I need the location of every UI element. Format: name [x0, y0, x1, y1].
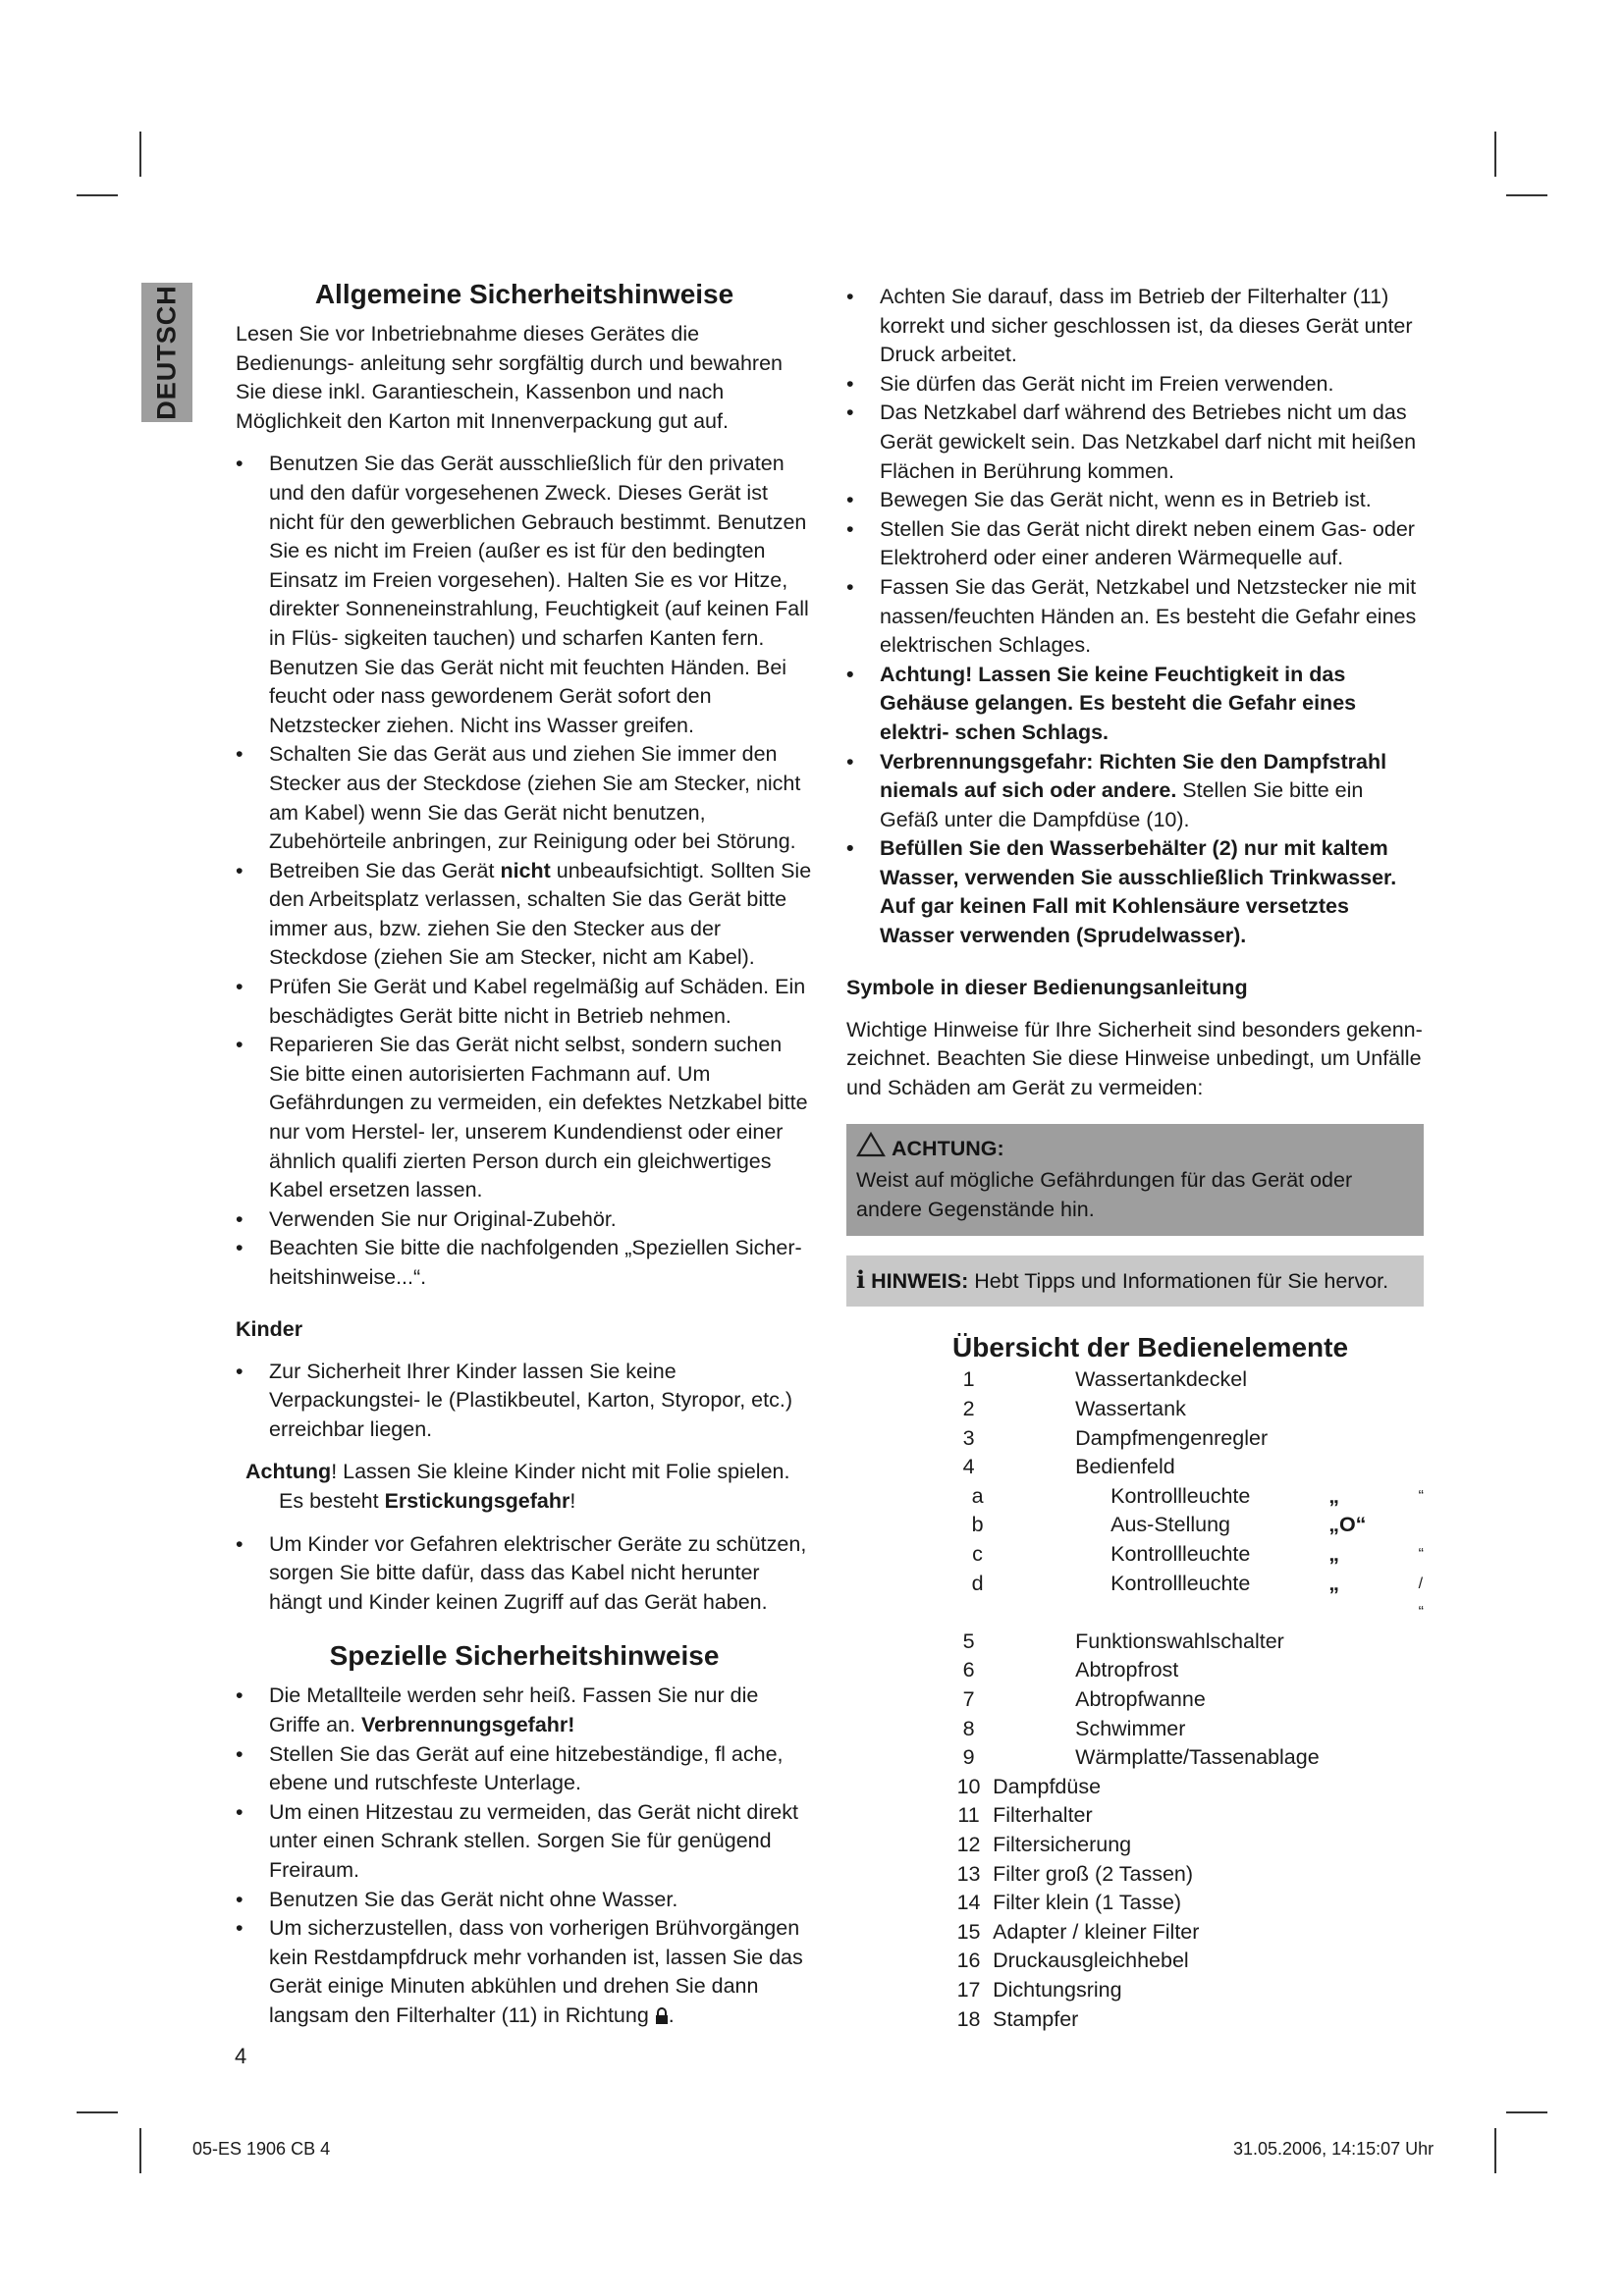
crop-mark: [1506, 2111, 1547, 2113]
list-item: • Bewegen Sie das Gerät nicht, wenn es in Betrieb ist.: [846, 486, 1424, 515]
list-item: • Fassen Sie das Gerät, Netzkabel und Netzstecker nie mit nassen/feuchten Händen an. Es besteht die Gefahr eines elektrischen Schlages.: [846, 573, 1424, 661]
list-item: • Stellen Sie das Gerät auf eine hitzebeständige, fl ache, ebene und rutschfeste Unterlage.: [236, 1740, 813, 1798]
table-row: 7 Abtropfwanne: [962, 1686, 1206, 1711]
list-item: • Beachten Sie bitte die nachfolgenden „Speziellen Sicher- heitshinweise...“.: [236, 1234, 813, 1292]
crop-mark: [77, 194, 118, 196]
page-number: 4: [235, 2044, 247, 2068]
symbols-paragraph: Wichtige Hinweise für Ihre Sicherheit sind besonders gekenn- zeichnet. Beachten Sie diese Hinweise unbedingt, um Unfälle und Schäden am Gerät zu vermeiden:: [846, 1017, 1423, 1099]
table-row: c Kontrollleuchte „ “: [972, 1542, 1424, 1566]
crop-mark: [139, 132, 141, 177]
warning-triangle-icon: [856, 1132, 886, 1166]
table-row: 16 Druckausgleichhebel: [956, 1949, 1189, 1973]
crop-mark: [1494, 132, 1496, 177]
list-item: • Verwenden Sie nur Original-Zubehör.: [236, 1205, 813, 1235]
list-item: • Benutzen Sie das Gerät nicht ohne Wasser.: [236, 1886, 813, 1915]
table-row: 10 Dampfdüse: [956, 1774, 1102, 1798]
controls-overview-table: [947, 1365, 1424, 2034]
table-row: b Aus-Stellung „O“: [971, 1513, 1367, 1537]
list-item: • Befüllen Sie den Wasserbehälter (2) nur mit kaltem Wasser, verwenden Sie ausschließlich Trinkwasser. Auf gar keinen Fall mit Kohlensäure versetztes Wasser verwenden (Sprudelwasser).: [846, 834, 1424, 950]
special-safety-title: Spezielle Sicherheitshinweise: [329, 1640, 720, 1672]
device-safety-list: [846, 283, 1424, 951]
achtung-text: Weist auf mögliche Gefährdungen für das Gerät oder andere Gegenstände hin.: [856, 1168, 1353, 1221]
table-row: 11 Filterhalter: [957, 1803, 1093, 1828]
left-column: [236, 277, 813, 2030]
language-tab: [141, 283, 192, 422]
overview-title: Übersicht der Bedienelemente: [952, 1332, 1349, 1363]
list-item: • Zur Sicherheit Ihrer Kinder lassen Sie keine Verpackungstei- le (Plastikbeutel, Karton, Styropor, etc.) erreichbar liegen.: [236, 1358, 813, 1445]
hinweis-text: Hebt Tipps und Informationen für Sie hervor.: [968, 1269, 1389, 1294]
list-item: • Benutzen Sie das Gerät ausschließlich für den privaten und den dafür vorgesehenen Zweck. Dieses Gerät ist nicht für den gewerblichen Gebrauch bestimmt. Benutzen Sie es nicht im Freien (außer es ist für den bedingten Einsatz im Freien vorgesehen). Halten Sie es vor Hitze, direkter Sonneneinstrahlung, Feuchtigkeit (auf keinen Fall in Flüs- sigkeiten tauchen) und scharfen Kanten fern. Benutzen Sie das Gerät nicht mit feuchten Händen. Bei feucht oder nass gewordenem Gerät sofort den Netzstecker ziehen. Nicht ins Wasser greifen.: [236, 450, 813, 740]
language-label: DEUTSCH: [151, 285, 182, 420]
list-item: • Prüfen Sie Gerät und Kabel regelmäßig auf Schäden. Ein beschädigtes Gerät bitte nicht in Betrieb nehmen.: [236, 973, 813, 1031]
intro-paragraph: Lesen Sie vor Inbetriebnahme dieses Gerätes die Bedienungs- anleitung sehr sorgfältig durch und bewahren Sie diese inkl. Garantieschein, Kassenbon und nach Möglichkeit den Karton mit Innenverpackung gut auf.: [236, 322, 783, 433]
list-item: • Sie dürfen das Gerät nicht im Freien verwenden.: [846, 370, 1424, 400]
table-row: 18 Stampfer: [956, 2006, 1079, 2031]
symbols-title: Symbole in dieser Bedienungsanleitung: [846, 975, 1248, 999]
table-row: 8 Schwimmer: [962, 1716, 1186, 1740]
table-row: 6 Abtropfrost: [962, 1658, 1179, 1682]
table-row: 14 Filter klein (1 Tasse): [956, 1891, 1182, 1915]
crop-mark: [1506, 194, 1547, 196]
list-item: • Die Metallteile werden sehr heiß. Fassen Sie nur die Griffe an. Verbrennungsgefahr!: [236, 1682, 813, 1739]
list-item: • Schalten Sie das Gerät aus und ziehen Sie immer den Stecker aus der Steckdose (ziehen Sie am Stecker, nicht am Kabel) wenn Sie das Gerät nicht benutzen, Zubehörteile anbringen, zur Reinigung oder bei Störung.: [236, 740, 813, 856]
list-item: • Um Kinder vor Gefahren elektrischer Geräte zu schützen, sorgen Sie bitte dafür, dass das Kabel nicht herunter hängt und Kinder keinen Zugriff auf das Gerät haben.: [236, 1530, 813, 1618]
info-icon: i: [856, 1265, 866, 1295]
table-row: d Kontrollleuchte „ / “: [971, 1571, 1424, 1622]
table-row: 1 Wassertankdeckel: [962, 1367, 1247, 1392]
children-warning: Achtung! Lassen Sie kleine Kinder nicht mit Folie spielen. Es besteht Erstickungsgefahr!: [245, 1460, 790, 1513]
list-item: • Reparieren Sie das Gerät nicht selbst, sondern suchen Sie bitte einen autorisierten Fachmann auf. Um Gefährdungen zu vermeiden, ein defektes Netzkabel bitte nur vom Herstel- ler, unserem Kundendienst oder einer ähnlich qualifi zierten Person durch ein gleichwertiges Kabel ersetzen lassen.: [236, 1031, 813, 1205]
list-item: • Achtung! Lassen Sie keine Feuchtigkeit in das Gehäuse gelangen. Es besteht die Gefahr eines elektri- schen Schlags.: [846, 661, 1424, 748]
table-row: 17 Dichtungsring: [956, 1977, 1122, 2002]
table-row: 4 Bedienfeld: [962, 1455, 1175, 1479]
list-item: • Betreiben Sie das Gerät nicht unbeaufsichtigt. Sollten Sie den Arbeitsplatz verlassen, schalten Sie das Gerät bitte immer aus, bzw. ziehen Sie den Stecker aus der Steckdose (ziehen Sie am Stecker, nicht am Kabel).: [236, 857, 813, 973]
list-item: • Verbrennungsgefahr: Richten Sie den Dampfstrahl niemals auf sich oder andere. Stellen Sie bitte ein Gefäß unter die Dampfdüse (10).: [846, 748, 1424, 835]
hinweis-label: HINWEIS:: [871, 1269, 969, 1294]
footer-right: 31.05.2006, 14:15:07 Uhr: [1233, 2139, 1435, 2159]
hinweis-box: [846, 1255, 1424, 1307]
kinder-title: Kinder: [236, 1316, 303, 1341]
list-item: • Um einen Hitzestau zu vermeiden, das Gerät nicht direkt unter einen Schrank stellen. Sorgen Sie für genügend Freiraum.: [236, 1798, 813, 1886]
table-row: 13 Filter groß (2 Tassen): [956, 1861, 1194, 1886]
table-row: 3 Dampfmengenregler: [962, 1425, 1269, 1450]
table-row: 5 Funktionswahlschalter: [962, 1629, 1284, 1653]
lock-icon: [655, 2004, 669, 2022]
table-row: 15 Adapter / kleiner Filter: [956, 1919, 1200, 1944]
list-item: • Achten Sie darauf, dass im Betrieb der Filterhalter (11) korrekt und sicher geschlossen ist, da dieses Gerät unter Druck arbeitet.: [846, 283, 1424, 370]
special-safety-list: [236, 1682, 813, 2030]
table-row: 2 Wassertank: [962, 1397, 1186, 1421]
crop-mark: [77, 2111, 118, 2113]
list-item: • Stellen Sie das Gerät nicht direkt neben einem Gas- oder Elektroherd oder einer anderen Wärmequelle auf.: [846, 515, 1424, 573]
list-item: • Das Netzkabel darf während des Betriebes nicht um das Gerät gewickelt sein. Das Netzkabel darf nicht mit heißen Flächen in Berührung kommen.: [846, 399, 1424, 486]
general-safety-title: Allgemeine Sicherheitshinweise: [314, 279, 734, 309]
achtung-box: [846, 1124, 1424, 1236]
table-row: a Kontrollleuchte „ “: [971, 1483, 1424, 1508]
crop-mark: [1494, 2128, 1496, 2173]
achtung-label: ACHTUNG:: [892, 1136, 1004, 1160]
list-item: • Um sicherzustellen, dass von vorherigen Brühvorgängen kein Restdampfdruck mehr vorhanden ist, lassen Sie das Gerät einige Minuten abkühlen und drehen Sie dann langsam den Filterhalter (11) in Richtung .: [236, 1914, 813, 2030]
table-row: 12 Filtersicherung: [956, 1832, 1132, 1856]
general-safety-list: [236, 450, 813, 1292]
table-row: 9 Wärmplatte/Tassenablage: [962, 1745, 1320, 1770]
footer-left: 05-ES 1906 CB 4: [192, 2139, 331, 2159]
right-column: [846, 283, 1424, 2034]
crop-mark: [139, 2128, 141, 2173]
